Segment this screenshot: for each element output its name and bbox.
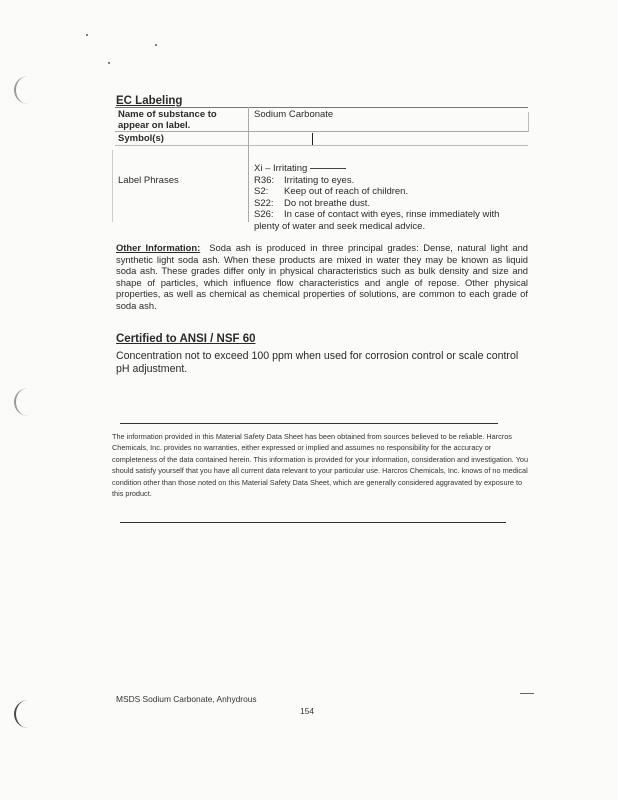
symbols-label: Symbol(s): [118, 133, 164, 144]
symbol-cursor-mark: [312, 133, 313, 145]
other-information-text: Soda ash is produced in three principal grades: Dense, natural light and synthetic light soda ash. When these products are mixed in water they may be known as liquid soda ash. These grades differ only in physical characteristics such as bulk density and size and shape of particles, which influence flow characteristics and angle of repose. Other physical properties, as well as chemical as chemical properties of solutions, are common to each grade of soda ash.: [116, 242, 528, 311]
phrase-code: S22:: [254, 197, 274, 209]
phrase-code: R36:: [254, 174, 275, 186]
phrase-text: Irritating to eyes.: [284, 174, 355, 186]
label-phrases-label: Label Phrases: [118, 175, 179, 186]
disclaimer-text: The information provided in this Material Safety Data Sheet has been obtained from sources believed to be reliable. Harcros Chemicals, Inc. provides no warranties, either expressed or implied and assumes no responsibility for the accuracy or completeness of the data contained herein. This information is provided for your information, consideration and investigation. You should satisfy yourself that you have all current data relevant to your particular use. Harcros Chemicals, Inc. knows of no medical condition other than those noted on this Material Safety Data Sheet, which are generally considered aggravated by exposure to this product.: [112, 432, 529, 499]
page-number: 154: [300, 706, 314, 716]
table-top-border: [115, 107, 528, 108]
label-phrases-list: [254, 163, 524, 232]
binder-hole-mark: [14, 700, 28, 728]
name-of-substance-label: Name of substance to appear on label.: [118, 109, 217, 131]
phrase-text: Do not breathe dust.: [284, 197, 371, 209]
table-column-divider: [248, 107, 249, 222]
phrase-row: [254, 198, 524, 210]
disclaimer-bottom-rule: [120, 522, 506, 523]
phrase-text: In case of contact with eyes, rinse immediately with plenty of water and seek medical advice.: [254, 209, 500, 232]
table-left-border: [112, 150, 113, 222]
hazard-line: [254, 163, 524, 175]
other-information-label: Other Information:: [116, 242, 201, 253]
disclaimer-top-rule: [120, 423, 498, 424]
phrase-row-wrapped: [254, 209, 524, 232]
table-row-divider: [115, 145, 528, 146]
phrase-code: S2:: [254, 186, 269, 197]
binder-hole-mark: [14, 388, 28, 416]
footer-document-title: MSDS Sodium Carbonate, Anhydrous: [116, 694, 257, 704]
footer-tick: [520, 693, 534, 694]
scan-speck: [108, 62, 110, 64]
hazard-text: Xi – Irritating: [254, 163, 308, 174]
certified-text: Concentration not to exceed 100 ppm when used for corrosion control or scale control pH adjustment.: [116, 350, 519, 375]
name-of-substance-value: Sodium Carbonate: [254, 109, 334, 120]
phrase-row: [254, 175, 524, 187]
scan-speck: [155, 44, 157, 46]
ec-labeling-heading: EC Labeling: [116, 95, 183, 107]
binder-hole-mark: [14, 76, 28, 104]
table-row-divider: [115, 131, 528, 132]
phrase-code: S26:: [254, 209, 274, 220]
certified-heading: Certified to ANSI / NSF 60: [116, 333, 256, 345]
phrase-text: Keep out of reach of children.: [284, 186, 409, 197]
hazard-underline: [310, 168, 346, 169]
table-right-border: [528, 112, 529, 132]
scan-speck: [86, 34, 88, 36]
phrase-row: [254, 186, 524, 198]
other-information-paragraph: [116, 242, 528, 312]
